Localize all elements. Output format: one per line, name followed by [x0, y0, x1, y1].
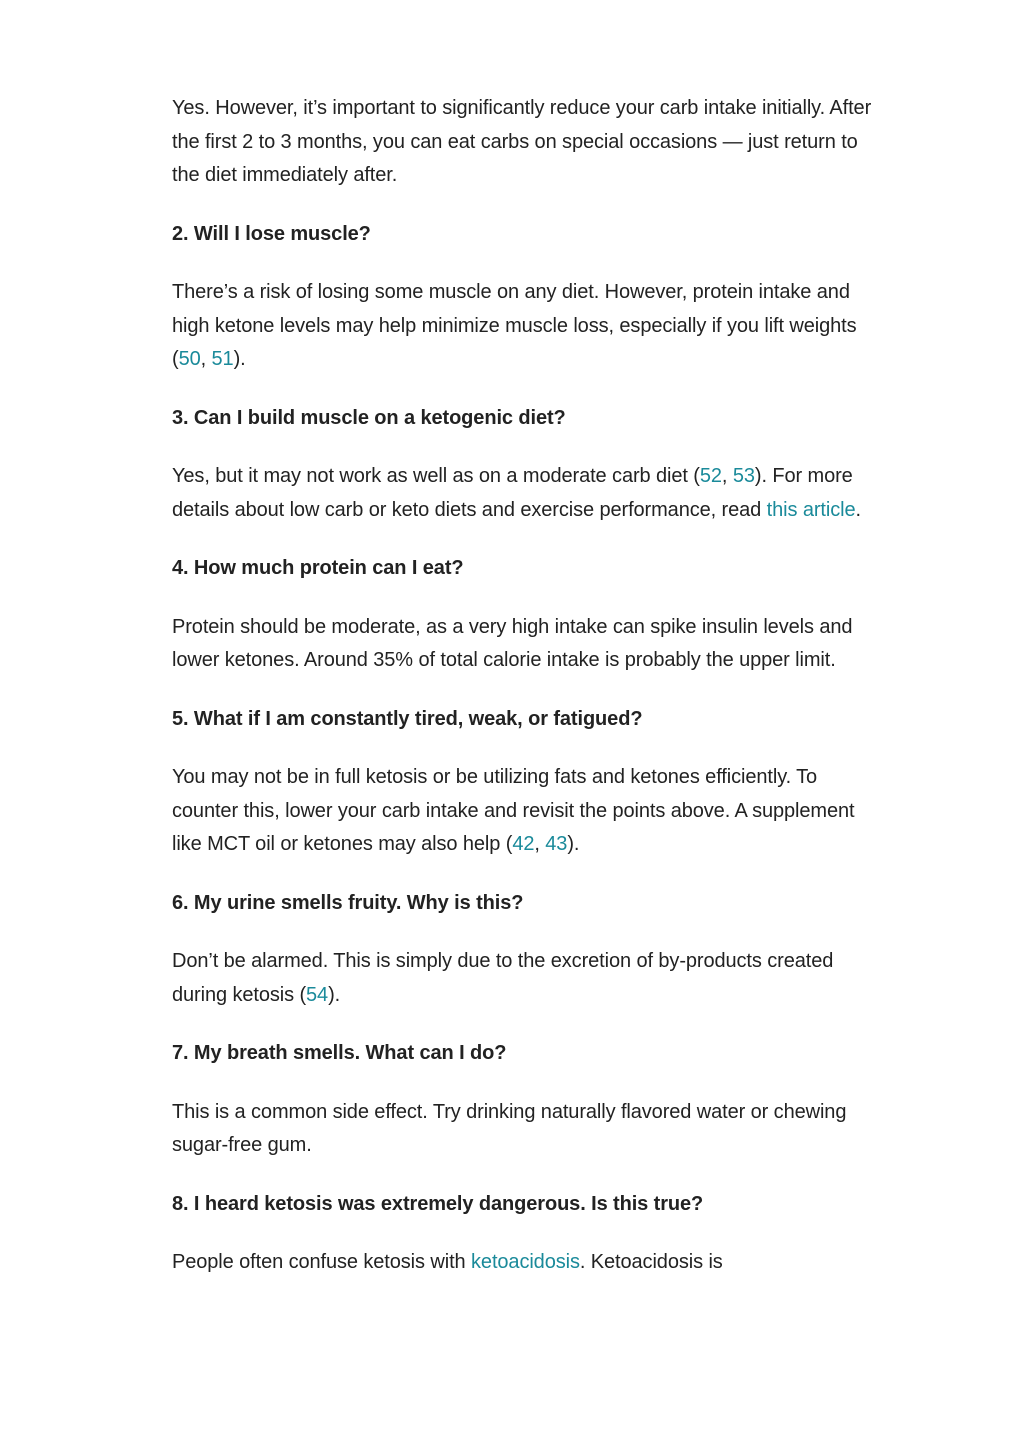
answer-text: There’s a risk of losing some muscle on any diet. However, protein intake and high ketone levels may help minimize muscle loss, especially if you lift weights ( [172, 281, 857, 370]
question-heading-2: 2. Will I lose muscle? [172, 222, 371, 245]
citation-separator: , [721, 465, 733, 487]
answer-text: People often confuse ketosis with [172, 1251, 472, 1273]
citation-link-51[interactable]: 51 [211, 348, 234, 370]
question-heading-5: 5. What if I am constantly tired, weak, or fatigued? [172, 707, 643, 730]
this-article-link[interactable]: this article [766, 498, 856, 521]
answer-text-end: . [855, 498, 861, 521]
answer-paragraph-4 [172, 611, 884, 678]
citation-link-53[interactable]: 53 [732, 465, 755, 487]
article-body [172, 92, 884, 1305]
question-heading-8: 8. I heard ketosis was extremely dangerous. Is this true? [172, 1192, 704, 1215]
answer-paragraph-3 [172, 460, 884, 527]
answer-paragraph-6 [172, 945, 884, 1012]
answer-text: This is a common side effect. Try drinking naturally flavored water or chewing sugar-free gum. [172, 1100, 847, 1156]
answer-paragraph-2 [172, 276, 884, 377]
ketoacidosis-link[interactable]: ketoacidosis [471, 1251, 580, 1273]
question-heading-7: 7. My breath smells. What can I do? [172, 1042, 507, 1064]
answer-text-end: ). [567, 833, 580, 855]
answer-text: You may not be in full ketosis or be utilizing fats and ketones efficiently. To counter this, lower your carb intake and revisit the points above. A supplement like MCT oil or ketones may also help ( [172, 766, 855, 855]
citation-link-52[interactable]: 52 [699, 465, 722, 487]
answer-text: Yes, but it may not work as well as on a moderate carb diet ( [172, 465, 700, 487]
citation-separator: , [200, 348, 212, 370]
answer-text-end: ). [328, 983, 341, 1006]
question-heading-4: 4. How much protein can I eat? [172, 557, 464, 579]
citation-link-50[interactable]: 50 [178, 348, 201, 370]
answer-paragraph-8 [172, 1246, 884, 1280]
citation-link-43[interactable]: 43 [545, 833, 568, 855]
answer-text: Protein should be moderate, as a very high intake can spike insulin levels and lower ketones. Around 35% of total calorie intake is probably the upper limit. [172, 615, 853, 671]
answer-paragraph-1 [172, 92, 884, 193]
citation-link-42[interactable]: 42 [512, 833, 535, 855]
answer-text-end: . Ketoacidosis is [579, 1251, 723, 1273]
citation-link-54[interactable]: 54 [306, 983, 329, 1006]
question-heading-6: 6. My urine smells fruity. Why is this? [172, 891, 524, 914]
answer-paragraph-7 [172, 1096, 884, 1163]
answer-text-mid: ). For more details about low carb or keto diets and exercise performance, read [172, 465, 853, 521]
answer-text-end: ). [233, 348, 246, 370]
answer-text: Yes. However, it’s important to significantly reduce your carb intake initially. After the first 2 to 3 months, you can eat carbs on special occasions — just return to the diet immediately after. [172, 97, 872, 186]
answer-text: Don’t be alarmed. This is simply due to the excretion of by-products created during ketosis ( [172, 950, 834, 1006]
citation-separator: , [534, 833, 546, 855]
answer-paragraph-5 [172, 761, 884, 862]
question-heading-3: 3. Can I build muscle on a ketogenic diet? [172, 406, 566, 429]
